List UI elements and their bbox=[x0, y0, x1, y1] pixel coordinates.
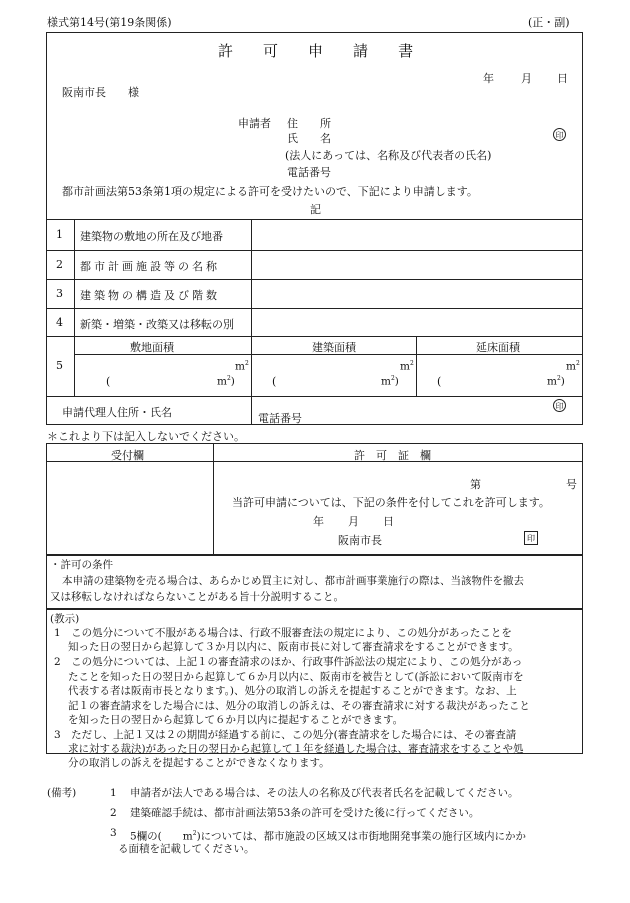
rule bbox=[251, 396, 252, 425]
applicant-label: 申請者 bbox=[238, 117, 271, 130]
application-date-day: 日 bbox=[557, 72, 568, 85]
form-number: 様式第14号(第19条関係) bbox=[47, 16, 172, 29]
floor-area-paren-open: ( bbox=[437, 375, 442, 388]
floor-area-unit: $m^2$ bbox=[566, 360, 580, 373]
rule bbox=[46, 396, 583, 397]
site-area-paren-open: ( bbox=[106, 375, 111, 388]
instruction-line: 求に対する裁決)があった日の翌日から起算して１年を経過した場合は、審査請求をすることや処 bbox=[68, 743, 524, 755]
item-label-4: 新築・増築・改築又は移転の別 bbox=[80, 318, 234, 331]
permit-date-day: 日 bbox=[383, 515, 394, 528]
header-building-area: 建築面積 bbox=[312, 341, 356, 354]
phone-label: 電話番号 bbox=[287, 166, 331, 179]
rule bbox=[74, 219, 75, 396]
rule bbox=[416, 336, 417, 396]
rule bbox=[46, 336, 583, 337]
instruction-line: 3 ただし、上記１又は２の期間が経過する前に、この処分(審査請求をした場合には、その審査請 bbox=[54, 729, 517, 741]
permit-date-month: 月 bbox=[348, 515, 359, 528]
item-label-2: 都市計画施設等の名称 bbox=[80, 260, 220, 273]
applicant-seal: 印 bbox=[553, 128, 566, 141]
ki-label: 記 bbox=[310, 203, 321, 216]
instruction-line: 知った日の翌日から起算して３か月以内に、阪南市長に対して審査請求をすることができます。 bbox=[68, 641, 519, 653]
permit-text: 当許可申請については、下記の条件を付してこれを許可します。 bbox=[232, 496, 550, 509]
conditions-line-1: 本申請の建築物を売る場合は、あらかじめ買主に対し、都市計画事業施行の際は、当該物件を撤去 bbox=[62, 575, 524, 587]
instruction-line: 記１の審査請求をした場合には、処分の取消しの訴えは、その審査請求に対する裁決があったこと bbox=[68, 700, 530, 712]
agent-seal: 印 bbox=[553, 399, 566, 412]
name-label: 氏 名 bbox=[287, 132, 331, 145]
permit-mayor: 阪南市長 bbox=[338, 534, 382, 547]
remarks-label: (備考) bbox=[47, 787, 77, 799]
instruction-line: 1 この処分について不服がある場合は、行政不服審査法の規定により、この処分があったことを bbox=[54, 627, 512, 639]
application-date-month: 月 bbox=[521, 72, 532, 85]
site-area-paren-close: $m^2$) bbox=[217, 375, 235, 388]
instruction-line: たことを知った日の翌日から起算して６か月以内に、阪南市を被告として(訴訟において阪南市を bbox=[68, 671, 524, 683]
header-floor-area: 延床面積 bbox=[476, 341, 520, 354]
reception-header: 受付欄 bbox=[111, 449, 144, 462]
address-label: 住 所 bbox=[287, 117, 331, 130]
rule bbox=[46, 219, 583, 220]
rule bbox=[46, 250, 583, 251]
item-number-2: 2 bbox=[56, 258, 63, 271]
permit-header: 許 可 証 欄 bbox=[354, 449, 431, 462]
instruction-line: 分の取消しの訴えを提起することができなくなります。 bbox=[68, 757, 330, 769]
item-number-3: 3 bbox=[56, 287, 63, 300]
item-number-1: 1 bbox=[56, 228, 63, 241]
instruction-line: を知った日の翌日から起算して６か月以内に提起することができます。 bbox=[68, 714, 404, 726]
remark-text-3: 5欄の( $m^2$)については、都市施設の区域又は市街地開発事業の施行区域内にかか bbox=[130, 830, 526, 843]
site-area-unit: $m^2$ bbox=[235, 360, 249, 373]
application-date-year: 年 bbox=[483, 72, 494, 85]
permit-number-dai: 第 bbox=[470, 478, 481, 491]
application-statement: 都市計画法第53条第1項の規定による許可を受けたいので、下記により申請します。 bbox=[62, 185, 478, 198]
instruction-line: 2 この処分については、上記１の審査請求のほか、行政事件訴訟法の規定により、この処分があっ bbox=[54, 656, 523, 668]
item-label-3: 建築物の構造及び階数 bbox=[80, 289, 220, 302]
remark-continuation: る面積を記載してください。 bbox=[118, 843, 255, 855]
building-area-unit: $m^2$ bbox=[400, 360, 414, 373]
form-title: 許 可 申 請 書 bbox=[218, 42, 414, 60]
permit-date-year: 年 bbox=[313, 515, 324, 528]
agent-label: 申請代理人住所・氏名 bbox=[62, 406, 172, 419]
permit-number-go: 号 bbox=[566, 478, 577, 491]
mayor-seal: 印 bbox=[524, 531, 538, 545]
floor-area-paren-close: $m^2$) bbox=[547, 375, 565, 388]
agent-phone-label: 電話番号 bbox=[258, 412, 302, 425]
conditions-line-2: 又は移転しなければならないことがある旨十分説明すること。 bbox=[50, 591, 344, 603]
building-area-paren-open: ( bbox=[272, 375, 277, 388]
rule bbox=[213, 443, 214, 555]
item-number-4: 4 bbox=[56, 316, 63, 329]
building-area-paren-close: $m^2$) bbox=[381, 375, 399, 388]
addressee: 阪南市長 様 bbox=[62, 86, 139, 99]
remark-text-1: 申請者が法人である場合は、その法人の名称及び代表者氏名を記載してください。 bbox=[130, 787, 519, 799]
rule bbox=[251, 336, 252, 396]
remark-text-2: 建築確認手続は、都市計画法第53条の許可を受けた後に行ってください。 bbox=[130, 807, 480, 819]
remark-number-3: 3 bbox=[110, 827, 117, 839]
copy-type: (正・副) bbox=[528, 16, 570, 29]
notice-text: ＊これより下は記入しないでください。 bbox=[47, 430, 245, 443]
corporate-note: (法人にあっては、名称及び代表者の氏名) bbox=[285, 149, 492, 162]
rule bbox=[251, 219, 252, 336]
header-site-area: 敷地面積 bbox=[130, 341, 174, 354]
instruction-line: 代表する者は阪南市長となります。)、処分の取消しの訴えを提起することができます。なお、上 bbox=[68, 685, 517, 697]
remark-number-1: 1 bbox=[110, 787, 117, 799]
item-number-5: 5 bbox=[56, 359, 63, 372]
item-label-1: 建築物の敷地の所在及び地番 bbox=[80, 230, 223, 243]
rule bbox=[46, 308, 583, 309]
conditions-title: ・許可の条件 bbox=[50, 559, 113, 571]
instruction-title: (教示) bbox=[50, 613, 80, 625]
rule bbox=[46, 279, 583, 280]
remark-number-2: 2 bbox=[110, 807, 117, 819]
